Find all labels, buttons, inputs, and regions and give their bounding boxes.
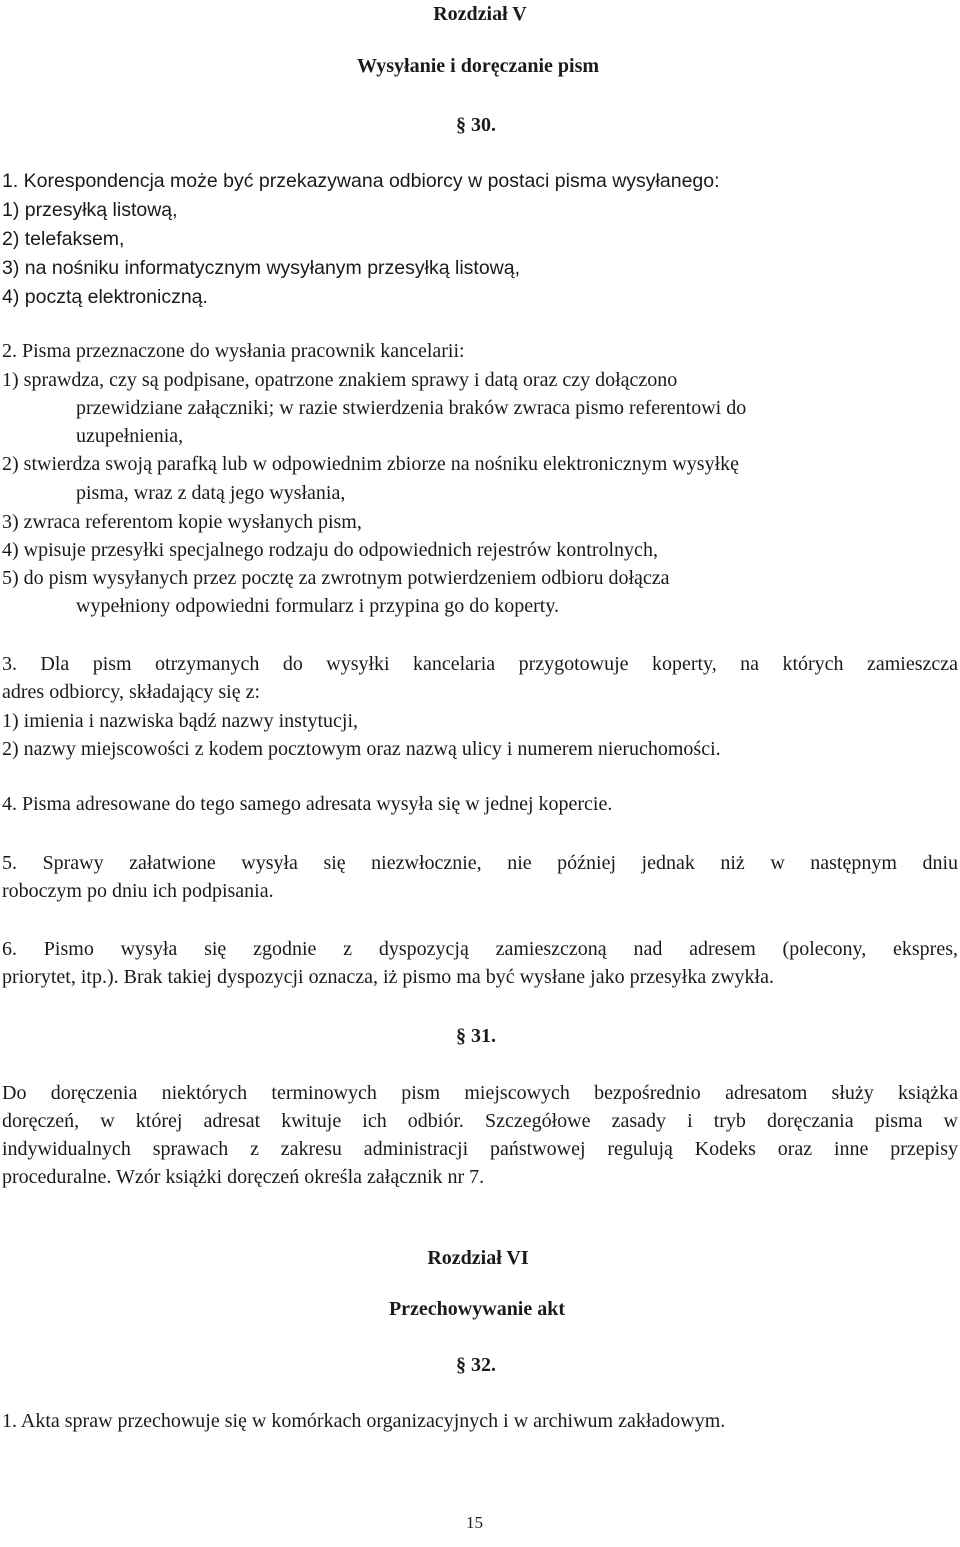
list-item: 4) pocztą elektroniczną. [2, 286, 208, 308]
list-item: 3) zwraca referentom kopie wysłanych pism, [2, 511, 362, 533]
list-item: 1) imienia i nazwiska bądź nazwy instytucji, [2, 710, 359, 732]
section-label: § 32. [456, 1354, 496, 1376]
list-item: 2) telefaksem, [2, 228, 125, 250]
paragraph-line: priorytet, itp.). Brak takiej dyspozycji oznacza, iż pismo ma być wysłane jako przesyłka zwykła. [2, 966, 774, 988]
list-item-continuation: pisma, wraz z datą jego wysłania, [76, 482, 346, 504]
paragraph-line: 3. Dla pism otrzymanych do wysyłki kancelaria przygotowuje koperty, na których zamieszcza [2, 653, 958, 675]
list-item-continuation: wypełniony odpowiedni formularz i przypina go do koperty. [76, 595, 560, 617]
chapter-heading: Rozdział V [433, 3, 527, 25]
paragraph-intro: 2. Pisma przeznaczone do wysłania pracownik kancelarii: [2, 340, 465, 362]
paragraph-line: 5. Sprawy załatwione wysyła się niezwłocznie, nie później jednak niż w następnym dniu [2, 852, 958, 874]
list-item: 4) wpisuje przesyłki specjalnego rodzaju do odpowiednich rejestrów kontrolnych, [2, 539, 658, 561]
paragraph-line: 6. Pismo wysyła się zgodnie z dyspozycją zamieszczoną nad adresem (polecony, ekspres, [2, 938, 958, 960]
paragraph-line: Do doręczenia niektórych terminowych pism miejscowych bezpośrednio adresatom służy książka [2, 1082, 958, 1104]
section-label: § 31. [456, 1025, 496, 1047]
paragraph-line: adres odbiorcy, składający się z: [2, 681, 261, 703]
section-label: § 30. [456, 114, 496, 136]
list-item: 1) przesyłką listową, [2, 199, 178, 221]
list-item-continuation: przewidziane załączniki; w razie stwierdzenia braków zwraca pismo referentowi do [76, 397, 747, 419]
paragraph-line: proceduralne. Wzór książki doręczeń określa załącznik nr 7. [2, 1166, 485, 1188]
list-item: 2) stwierdza swoją parafką lub w odpowiednim zbiorze na nośniku elektronicznym wysyłkę [2, 453, 740, 475]
page-number: 15 [466, 1513, 483, 1532]
chapter-heading: Rozdział VI [427, 1247, 529, 1269]
chapter-title: Przechowywanie akt [388, 1298, 566, 1320]
paragraph: 4. Pisma adresowane do tego samego adresata wysyła się w jednej kopercie. [2, 793, 613, 815]
list-item: 3) na nośniku informatycznym wysyłanym przesyłką listową, [2, 257, 521, 279]
list-item-continuation: uzupełnienia, [76, 425, 184, 447]
paragraph-line: roboczym po dniu ich podpisania. [2, 880, 274, 902]
list-item: 2) nazwy miejscowości z kodem pocztowym oraz nazwą ulicy i numerem nieruchomości. [2, 738, 721, 760]
paragraph: 1. Akta spraw przechowuje się w komórkach organizacyjnych i w archiwum zakładowym. [2, 1410, 726, 1432]
list-item: 1) sprawdza, czy są podpisane, opatrzone znakiem sprawy i datą oraz czy dołączono [2, 369, 678, 391]
paragraph-intro: 1. Korespondencja może być przekazywana odbiorcy w postaci pisma wysyłanego: [2, 170, 720, 192]
paragraph-line: doręczeń, w której adresat kwituje ich odbiór. Szczegółowe zasady i tryb doręczania pisma w [2, 1110, 958, 1132]
paragraph-line: indywidualnych sprawach z zakresu administracji państwowej regulują Kodeks oraz inne przepisy [2, 1138, 958, 1160]
chapter-title: Wysyłanie i doręczanie pism [356, 55, 600, 77]
list-item: 5) do pism wysyłanych przez pocztę za zwrotnym potwierdzeniem odbioru dołącza [2, 567, 670, 589]
